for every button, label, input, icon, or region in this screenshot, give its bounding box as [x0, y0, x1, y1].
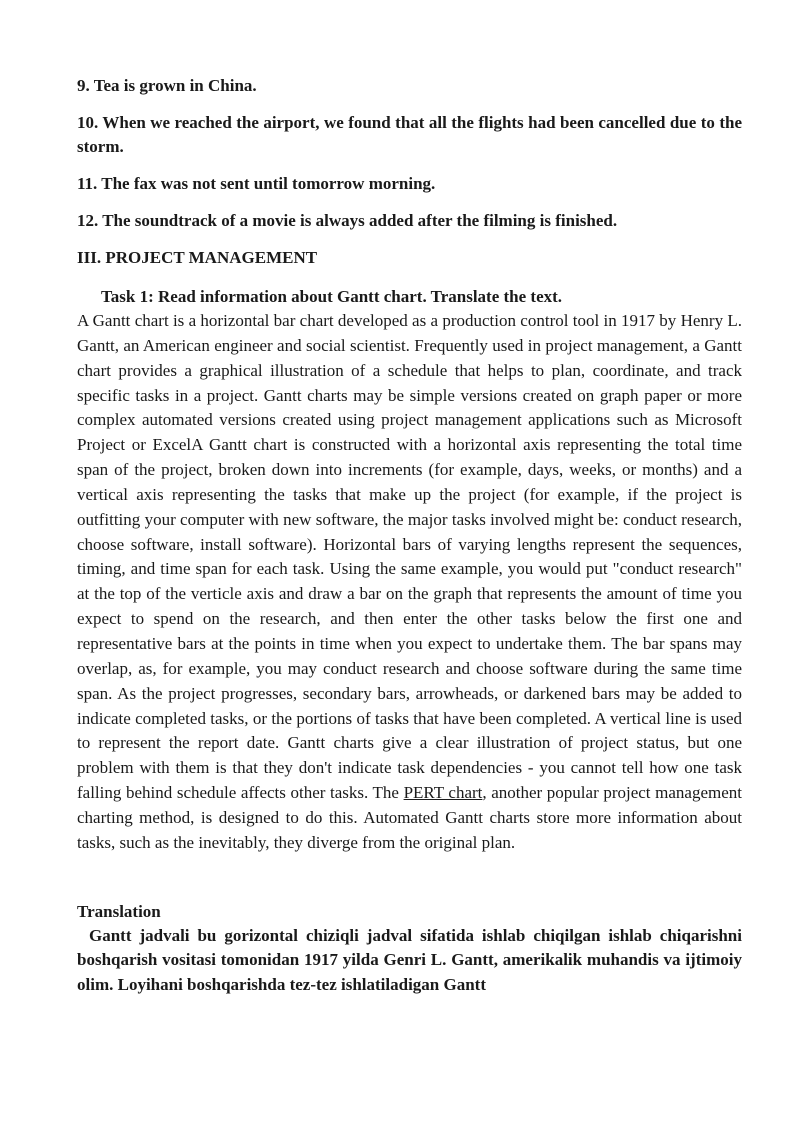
- sentence-12: 12. The soundtrack of a movie is always added after the filming is finished.: [77, 211, 618, 230]
- translation-text: Gantt jadvali bu gorizontal chiziqli jadval sifatida ishlab chiqilgan ishlab chiqarishni boshqarish vositasi tomonidan 1917 yilda Genri L. Gantt, amerikalik muhandis va ijtimoiy olim. Loyihani boshqarishda tez-tez ishlatiladigan Gantt: [77, 925, 742, 994]
- body-text-before-link: A Gantt chart is a horizontal bar chart developed as a production control tool in 1917 by Henry L. Gantt, an American engineer and social scientist. Frequently used in project management, a Gantt chart provides a graphical illustration of a schedule that helps to plan, coordinate, and track specific tasks in a project. Gantt charts may be simple versions created on graph paper or more complex automated versions created using project management applications such as Microsoft Project or ExcelA Gantt chart is constructed with a horizontal axis representing the total time span of the project, broken down into increments (for example, days, weeks, or months) and a vertical axis representing the tasks that make up the project (for example, if the project is outfitting your computer with new software, the major tasks involved might be: conduct research, choose software, install software). Horizontal bars of varying lengths represent the sequences, timing, and time span for each task. Using the same example, you would put "conduct research" at the top of the verticle axis and draw a bar on the graph that represents the amount of time you expect to spend on the research, and then enter the other tasks below the first one and representative bars at the points in time when you expect to undertake them. The bar spans may overlap, as, for example, you may conduct research and choose software during the same time span. As the project progresses, secondary bars, arrowheads, or darkened bars may be added to indicate completed tasks, or the portions of tasks that have been completed. A vertical line is used to represent the report date. Gantt charts give a clear illustration of project status, but one problem with them is that they don't indicate task dependencies - you cannot tell how one task falling behind schedule affects other tasks. The: [77, 311, 742, 803]
- section-title: III. PROJECT MANAGEMENT: [77, 248, 318, 267]
- sentence-9: 9. Tea is grown in China.: [77, 76, 257, 95]
- task-title: Task 1: Read information about Gantt chart. Translate the text.: [101, 287, 563, 306]
- translation-title: Translation: [77, 901, 161, 921]
- sentence-list: [77, 74, 742, 233]
- document-page: [77, 74, 742, 997]
- pert-chart-link[interactable]: PERT chart: [403, 783, 483, 803]
- body-text-after-link: , another popular project management charting method, is designed to do this. Automated Gantt charts store more information about tasks, such as the inevitably, they diverge from the original plan.: [77, 783, 742, 852]
- sentence-11: 11. The fax was not sent until tomorrow morning.: [77, 174, 436, 193]
- gantt-body-text: [77, 309, 742, 856]
- sentence-10: 10. When we reached the airport, we found that all the flights had been cancelled due to the storm.: [77, 113, 742, 156]
